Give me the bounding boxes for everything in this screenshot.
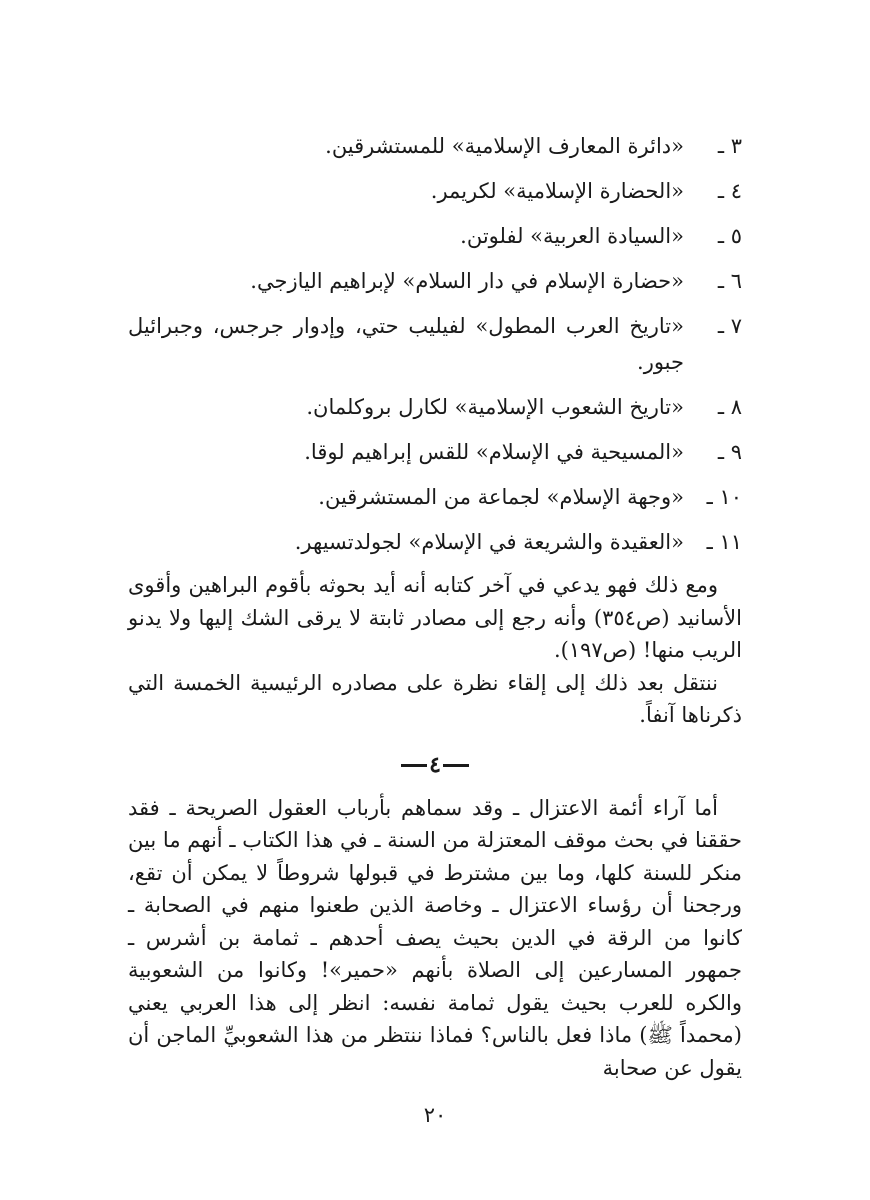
body-paragraph: ننتقل بعد ذلك إلى إلقاء نظرة على مصادره الرئيسية الخمسة التي ذكرناها آنفاً. xyxy=(128,670,742,727)
list-item-number: ١٠ ـ xyxy=(706,485,742,509)
list-item xyxy=(128,218,742,254)
list-item xyxy=(128,128,742,164)
body-paragraph: ومع ذلك فهو يدعي في آخر كتابه أنه أيد بحوثه بأقوم البراهين وأقوى الأسانيد (ص٣٥٤) وأنه رجع إلى مصادر ثابتة لا يرقى الشك إليها ولا يدنو الريب منها! (ص١٩٧). xyxy=(128,573,742,662)
body-paragraph: أما آراء أئمة الاعتزال ـ وقد سماهم بأرباب العقول الصريحة ـ فقد حققنا في بحث موقف المعتزلة من السنة ـ في هذا الكتاب ـ أنهم ما بين منكر للسنة كلها، وما بين مشترط في قبولها شروطاً لا يمكن أن تقع، ورجحنا أن رؤساء الاعتزال ـ وخاصة الذين طعنوا منهم في الصحابة ـ كانوا من الرقة في الدين بحيث يصف أحدهم ـ ثمامة بن أشرس ـ جمهور المسارعين إلى الصلاة بأنهم «حمير»! وكانوا من الشعوبية والكره للعرب بحيث يقول ثمامة نفسه: انظر إلى هذا العربي يعني (محمداً ﷺ) ماذا فعل بالناس؟ فماذا ننتظر من هذا الشعوبيِّ الماجن أن يقول عن صحابة xyxy=(128,795,742,1080)
list-item-number: ٤ ـ xyxy=(717,179,742,203)
list-item xyxy=(128,308,742,380)
list-item-text: «دائرة المعارف الإسلامية» للمستشرقين. xyxy=(325,134,684,158)
list-item-number: ٣ ـ xyxy=(717,134,742,158)
list-item-text: «وجهة الإسلام» لجماعة من المستشرقين. xyxy=(318,485,684,509)
list-item-number: ٦ ـ xyxy=(717,269,742,293)
list-item-text: «العقيدة والشريعة في الإسلام» لجولدتسيهر. xyxy=(294,530,684,554)
list-item xyxy=(128,434,742,470)
list-item-number: ٨ ـ xyxy=(717,395,742,419)
list-item xyxy=(128,173,742,209)
dash-ornament xyxy=(443,764,469,767)
list-item xyxy=(128,524,742,560)
dash-ornament xyxy=(401,764,427,767)
section-number: ٤ xyxy=(429,751,441,778)
list-item-number: ٧ ـ xyxy=(717,314,742,338)
page-number: ٢٠ xyxy=(423,1103,447,1127)
list-item-text: «تاريخ العرب المطول» لفيليب حتي، وإدوار جرجس، وجبرائيل جبور. xyxy=(128,314,684,374)
section-heading xyxy=(128,752,742,778)
list-item xyxy=(128,479,742,515)
source-list xyxy=(128,128,742,560)
list-item-text: «الحضارة الإسلامية» لكريمر. xyxy=(430,179,684,203)
list-item xyxy=(128,389,742,425)
list-item xyxy=(128,263,742,299)
list-item-text: «حضارة الإسلام في دار السلام» لإبراهيم اليازجي. xyxy=(250,269,684,293)
list-item-number: ٥ ـ xyxy=(717,224,742,248)
list-item-text: «تاريخ الشعوب الإسلامية» لكارل بروكلمان. xyxy=(306,395,684,419)
list-item-text: «المسيحية في الإسلام» للقس إبراهيم لوقا. xyxy=(304,440,684,464)
list-item-number: ١١ ـ xyxy=(706,530,742,554)
list-item-text: «السيادة العربية» لفلوتن. xyxy=(460,224,684,248)
list-item-number: ٩ ـ xyxy=(717,440,742,464)
